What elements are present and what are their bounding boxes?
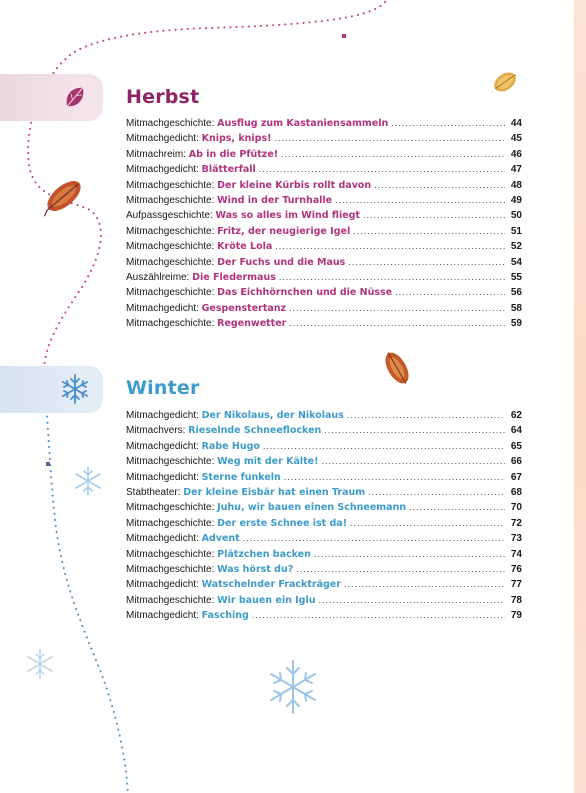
toc-entry[interactable]: [126, 162, 522, 177]
entry-category: Mitmachgedicht:: [126, 579, 199, 591]
entry-page: 73: [510, 533, 522, 545]
dot-leader: [395, 285, 505, 300]
dot-leader: [324, 423, 505, 438]
dot-leader: [353, 224, 505, 239]
dot-leader: [284, 470, 505, 485]
entry-category: Mitmachgedicht:: [126, 410, 199, 421]
toc-entry[interactable]: [126, 270, 522, 285]
dot-leader: [391, 116, 505, 131]
toc-entry[interactable]: [126, 316, 522, 331]
dot-leader: [259, 162, 505, 177]
toc-list-winter: [126, 408, 522, 623]
entry-title: Blätterfall: [201, 164, 256, 176]
toc-entry[interactable]: [126, 500, 522, 515]
entry-category: Mitmachgeschichte:: [126, 225, 215, 237]
toc-list-herbst: [126, 116, 522, 331]
toc-entry[interactable]: [126, 285, 522, 300]
toc-entry[interactable]: [126, 224, 522, 239]
entry-page: 68: [510, 486, 522, 498]
dot-leader: [344, 577, 505, 592]
leaf-icon: [36, 175, 86, 221]
entry-title: Sterne funkeln: [201, 471, 281, 483]
entry-title: Was hörst du?: [217, 563, 294, 575]
toc-entry[interactable]: [126, 470, 522, 485]
dotted-path-bottom: [45, 380, 128, 793]
entry-title: Fasching: [201, 610, 249, 622]
entry-page: 58: [510, 302, 522, 314]
dot-leader: [281, 147, 505, 162]
entry-category: Mitmachgeschichte:: [126, 118, 215, 129]
entry-category: Mitmachgeschichte:: [126, 241, 215, 253]
entry-title: Watschelnder Frackträger: [201, 579, 341, 591]
dot-leader: [348, 255, 505, 270]
entry-title: Kröte Lola: [217, 241, 273, 253]
dot-leader: [374, 178, 505, 193]
toc-entry[interactable]: [126, 423, 522, 438]
entry-category: Mitmachvers:: [126, 425, 186, 437]
entry-page: 66: [510, 456, 522, 468]
entry-page: 51: [510, 225, 522, 237]
dot-leader: [347, 408, 505, 423]
toc-entry[interactable]: [126, 562, 522, 577]
entry-page: 70: [510, 502, 522, 514]
entry-category: Mitmachreim:: [126, 148, 187, 160]
entry-title: Advent: [201, 533, 240, 545]
toc-entry[interactable]: [126, 116, 522, 131]
dot-leader: [409, 500, 505, 515]
leaf-icon: [58, 80, 92, 114]
entry-category: Mitmachgeschichte:: [126, 594, 215, 606]
entry-title: Rieselnde Schneeflocken: [188, 425, 322, 437]
entry-page: 72: [510, 517, 522, 529]
entry-title: Plätzchen backen: [217, 548, 311, 560]
entry-page: 45: [510, 133, 522, 145]
toc-entry[interactable]: [126, 547, 522, 562]
dot-leader: [252, 608, 505, 623]
entry-title: Fritz, der neugierige Igel: [217, 225, 351, 237]
entry-page: 65: [510, 440, 522, 452]
entry-page: 78: [510, 594, 522, 606]
entry-title: Ausflug zum Kastaniensammeln: [217, 118, 389, 129]
entry-page: 47: [510, 164, 522, 176]
section-title-herbst: Herbst: [126, 86, 200, 108]
toc-entry[interactable]: [126, 531, 522, 546]
dot-leader: [289, 301, 505, 316]
entry-title: Die Fledermaus: [192, 271, 276, 283]
entry-page: 56: [510, 287, 522, 299]
entry-title: Rabe Hugo: [201, 440, 260, 452]
page-edge-strip: [574, 0, 586, 793]
dot-leader: [314, 547, 505, 562]
entry-title: Der Nikolaus, der Nikolaus: [201, 410, 344, 421]
path-square-marker: [342, 34, 346, 38]
toc-entry[interactable]: [126, 301, 522, 316]
winter-section-tab: [0, 366, 103, 413]
dot-leader: [263, 439, 505, 454]
entry-page: 46: [510, 148, 522, 160]
toc-entry[interactable]: [126, 193, 522, 208]
dot-leader: [321, 454, 505, 469]
toc-entry[interactable]: [126, 208, 522, 223]
snowflake-icon: [28, 650, 52, 678]
snowflake-icon: [271, 661, 315, 713]
entry-category: Mitmachgeschichte:: [126, 287, 215, 299]
toc-entry[interactable]: [126, 408, 522, 423]
toc-entry[interactable]: [126, 239, 522, 254]
entry-category: Mitmachgedicht:: [126, 133, 199, 145]
entry-page: 62: [510, 410, 522, 421]
entry-page: 74: [510, 548, 522, 560]
dot-leader: [350, 516, 505, 531]
entry-title: Der erste Schnee ist da!: [217, 517, 348, 529]
toc-entry[interactable]: [126, 577, 522, 592]
entry-category: Mitmachgedicht:: [126, 533, 199, 545]
entry-page: 67: [510, 471, 522, 483]
toc-entry[interactable]: [126, 485, 522, 500]
herbst-section-tab: [0, 74, 103, 121]
toc-entry[interactable]: [126, 439, 522, 454]
entry-title: Der kleine Kürbis rollt davon: [217, 179, 372, 191]
entry-page: 54: [510, 256, 522, 268]
toc-entry[interactable]: [126, 454, 522, 469]
toc-entry[interactable]: [126, 608, 522, 623]
entry-category: Mitmachgeschichte:: [126, 194, 215, 206]
entry-title: Regenwetter: [217, 318, 287, 330]
dot-leader: [274, 131, 505, 146]
entry-category: Mitmachgeschichte:: [126, 563, 215, 575]
entry-category: Mitmachgedicht:: [126, 610, 199, 622]
entry-title: Wind in der Turnhalle: [217, 194, 333, 206]
entry-title: Wir bauen ein Iglu: [217, 594, 316, 606]
entry-title: Der Fuchs und die Maus: [217, 256, 346, 268]
entry-page: 52: [510, 241, 522, 253]
entry-title: Weg mit der Kälte!: [217, 456, 319, 468]
toc-entry[interactable]: [126, 178, 522, 193]
entry-title: Der kleine Eisbär hat einen Traum: [183, 486, 366, 498]
snowflake-icon: [58, 372, 92, 406]
dot-leader: [319, 593, 506, 608]
snowflake-icon: [76, 467, 100, 495]
entry-title: Das Eichhörnchen und die Nüsse: [217, 287, 393, 299]
entry-category: Mitmachgeschichte:: [126, 318, 215, 330]
entry-category: Mitmachgedicht:: [126, 440, 199, 452]
entry-category: Mitmachgeschichte:: [126, 502, 215, 514]
entry-page: 55: [510, 271, 522, 283]
entry-title: Was so alles im Wind fliegt: [215, 210, 360, 222]
entry-title: Gespenstertanz: [201, 302, 287, 314]
dot-leader: [296, 562, 505, 577]
entry-page: 49: [510, 194, 522, 206]
toc-entry[interactable]: [126, 593, 522, 608]
toc-entry[interactable]: [126, 147, 522, 162]
toc-entry[interactable]: [126, 516, 522, 531]
dot-leader: [363, 208, 505, 223]
section-title-winter: Winter: [126, 377, 200, 399]
dot-leader: [289, 316, 505, 331]
toc-entry[interactable]: [126, 255, 522, 270]
entry-category: Aufpassgeschichte:: [126, 210, 213, 222]
entry-page: 79: [510, 610, 522, 622]
entry-category: Mitmachgeschichte:: [126, 548, 215, 560]
entry-title: Knips, knips!: [201, 133, 272, 145]
path-square-marker: [46, 462, 50, 466]
entry-page: 48: [510, 179, 522, 191]
dot-leader: [279, 270, 505, 285]
entry-category: Auszählreime:: [126, 271, 190, 283]
entry-category: Mitmachgeschichte:: [126, 179, 215, 191]
entry-page: 44: [510, 118, 522, 129]
dot-leader: [368, 485, 505, 500]
dot-leader: [275, 239, 505, 254]
entry-title: Juhu, wir bauen einen Schneemann: [217, 502, 407, 514]
dot-leader: [335, 193, 505, 208]
entry-page: 64: [510, 425, 522, 437]
entry-page: 59: [510, 318, 522, 330]
entry-page: 76: [510, 563, 522, 575]
entry-category: Mitmachgedicht:: [126, 471, 199, 483]
entry-category: Mitmachgedicht:: [126, 302, 199, 314]
leaf-icon: [491, 68, 521, 95]
entry-category: Mitmachgedicht:: [126, 164, 199, 176]
toc-entry[interactable]: [126, 131, 522, 146]
entry-category: Mitmachgeschichte:: [126, 517, 215, 529]
dot-leader: [243, 531, 505, 546]
entry-category: Stabtheater:: [126, 486, 181, 498]
entry-title: Ab in die Pfütze!: [188, 148, 279, 160]
entry-page: 50: [510, 210, 522, 222]
entry-page: 77: [510, 579, 522, 591]
leaf-icon: [380, 348, 414, 388]
entry-category: Mitmachgeschichte:: [126, 456, 215, 468]
entry-category: Mitmachgeschichte:: [126, 256, 215, 268]
